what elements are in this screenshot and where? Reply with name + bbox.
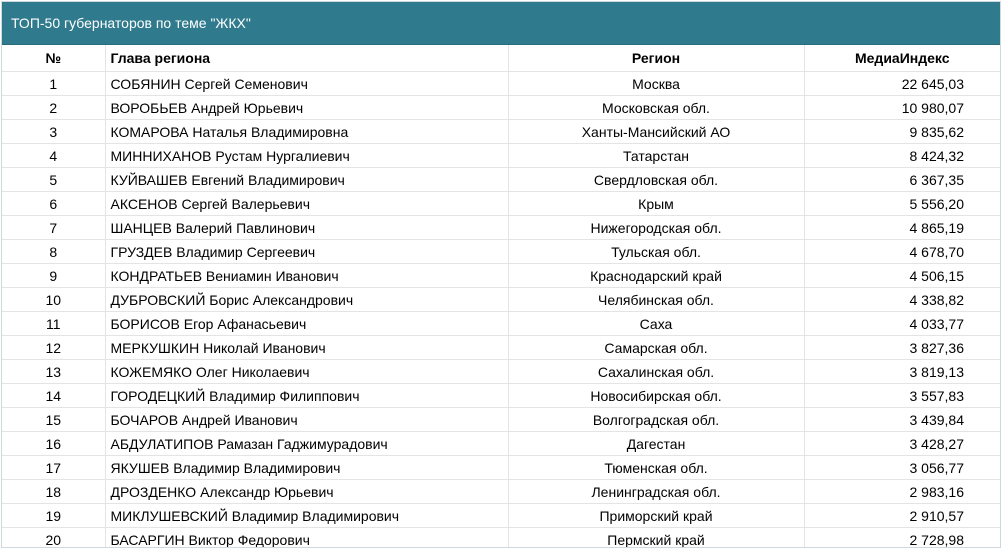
table-row [2, 144, 1000, 168]
region-name: Сахалинская обл. [508, 360, 804, 384]
governor-name: КОМАРОВА Наталья Владимировна [105, 120, 508, 144]
row-number: 18 [2, 480, 105, 504]
governor-name: АБДУЛАТИПОВ Рамазан Гаджимурадович [105, 432, 508, 456]
row-number: 3 [2, 120, 105, 144]
media-index-value: 9 835,62 [804, 120, 1000, 144]
governor-name: СОБЯНИН Сергей Семенович [105, 72, 508, 96]
governor-name: БОЧАРОВ Андрей Иванович [105, 408, 508, 432]
row-number: 17 [2, 456, 105, 480]
row-number: 7 [2, 216, 105, 240]
media-index-value: 3 428,27 [804, 432, 1000, 456]
governor-name: ГОРОДЕЦКИЙ Владимир Филиппович [105, 384, 508, 408]
region-name: Краснодарский край [508, 264, 804, 288]
table-row [2, 72, 1000, 96]
media-index-value: 8 424,32 [804, 144, 1000, 168]
media-index-value: 3 819,13 [804, 360, 1000, 384]
table-row [2, 96, 1000, 120]
media-index-value: 4 678,70 [804, 240, 1000, 264]
table-row [2, 168, 1000, 192]
row-number: 20 [2, 528, 105, 549]
table-row [2, 456, 1000, 480]
governor-name: ЯКУШЕВ Владимир Владимирович [105, 456, 508, 480]
media-index-value: 10 980,07 [804, 96, 1000, 120]
row-number: 12 [2, 336, 105, 360]
media-index-value: 4 506,15 [804, 264, 1000, 288]
table-row [2, 312, 1000, 336]
governor-name: АКСЕНОВ Сергей Валерьевич [105, 192, 508, 216]
region-name: Тюменская обл. [508, 456, 804, 480]
region-name: Самарская обл. [508, 336, 804, 360]
media-index-value: 3 439,84 [804, 408, 1000, 432]
region-name: Пермский край [508, 528, 804, 549]
media-index-value: 2 728,98 [804, 528, 1000, 549]
governor-name: ДУБРОВСКИЙ Борис Александрович [105, 288, 508, 312]
table-row [2, 360, 1000, 384]
row-number: 2 [2, 96, 105, 120]
table-row [2, 528, 1000, 549]
row-number: 10 [2, 288, 105, 312]
row-number: 14 [2, 384, 105, 408]
row-number: 11 [2, 312, 105, 336]
ranking-panel [1, 1, 1001, 548]
row-number: 8 [2, 240, 105, 264]
governor-name: ДРОЗДЕНКО Александр Юрьевич [105, 480, 508, 504]
region-name: Саха [508, 312, 804, 336]
media-index-value: 2 983,16 [804, 480, 1000, 504]
region-name: Дагестан [508, 432, 804, 456]
region-name: Волгоградская обл. [508, 408, 804, 432]
column-header-governor[interactable]: Глава региона [105, 45, 508, 72]
governor-name: МЕРКУШКИН Николай Иванович [105, 336, 508, 360]
table-row [2, 192, 1000, 216]
row-number: 4 [2, 144, 105, 168]
table-row [2, 408, 1000, 432]
row-number: 5 [2, 168, 105, 192]
media-index-value: 3 056,77 [804, 456, 1000, 480]
table-row [2, 288, 1000, 312]
table-row [2, 432, 1000, 456]
table-row [2, 480, 1000, 504]
table-row [2, 216, 1000, 240]
governor-name: ВОРОБЬЕВ Андрей Юрьевич [105, 96, 508, 120]
media-index-value: 22 645,03 [804, 72, 1000, 96]
media-index-value: 4 033,77 [804, 312, 1000, 336]
row-number: 6 [2, 192, 105, 216]
table-row [2, 240, 1000, 264]
region-name: Тульская обл. [508, 240, 804, 264]
governor-name: МИКЛУШЕВСКИЙ Владимир Владимирович [105, 504, 508, 528]
media-index-value: 4 865,19 [804, 216, 1000, 240]
governor-name: КУЙВАШЕВ Евгений Владимирович [105, 168, 508, 192]
media-index-value: 2 910,57 [804, 504, 1000, 528]
row-number: 13 [2, 360, 105, 384]
column-header-number[interactable]: № [2, 45, 105, 72]
table-row [2, 504, 1000, 528]
ranking-table [2, 45, 1000, 548]
region-name: Татарстан [508, 144, 804, 168]
table-body [2, 72, 1000, 549]
region-name: Новосибирская обл. [508, 384, 804, 408]
row-number: 9 [2, 264, 105, 288]
table-row [2, 264, 1000, 288]
column-header-media-index[interactable]: МедиаИндекс [804, 45, 1000, 72]
region-name: Ханты-Мансийский АО [508, 120, 804, 144]
table-header-row [2, 45, 1000, 72]
row-number: 19 [2, 504, 105, 528]
panel-title: ТОП-50 губернаторов по теме "ЖКХ" [2, 2, 1000, 45]
region-name: Приморский край [508, 504, 804, 528]
governor-name: БОРИСОВ Егор Афанасьевич [105, 312, 508, 336]
region-name: Ленинградская обл. [508, 480, 804, 504]
governor-name: ГРУЗДЕВ Владимир Сергеевич [105, 240, 508, 264]
table-row [2, 336, 1000, 360]
row-number: 1 [2, 72, 105, 96]
governor-name: МИННИХАНОВ Рустам Нургалиевич [105, 144, 508, 168]
column-header-region[interactable]: Регион [508, 45, 804, 72]
table-row [2, 384, 1000, 408]
region-name: Москва [508, 72, 804, 96]
region-name: Челябинская обл. [508, 288, 804, 312]
region-name: Крым [508, 192, 804, 216]
governor-name: КОЖЕМЯКО Олег Николаевич [105, 360, 508, 384]
governor-name: БАСАРГИН Виктор Федорович [105, 528, 508, 549]
row-number: 15 [2, 408, 105, 432]
media-index-value: 5 556,20 [804, 192, 1000, 216]
media-index-value: 4 338,82 [804, 288, 1000, 312]
region-name: Свердловская обл. [508, 168, 804, 192]
governor-name: КОНДРАТЬЕВ Вениамин Иванович [105, 264, 508, 288]
media-index-value: 3 827,36 [804, 336, 1000, 360]
governor-name: ШАНЦЕВ Валерий Павлинович [105, 216, 508, 240]
region-name: Нижегородская обл. [508, 216, 804, 240]
media-index-value: 6 367,35 [804, 168, 1000, 192]
region-name: Московская обл. [508, 96, 804, 120]
table-row [2, 120, 1000, 144]
row-number: 16 [2, 432, 105, 456]
media-index-value: 3 557,83 [804, 384, 1000, 408]
